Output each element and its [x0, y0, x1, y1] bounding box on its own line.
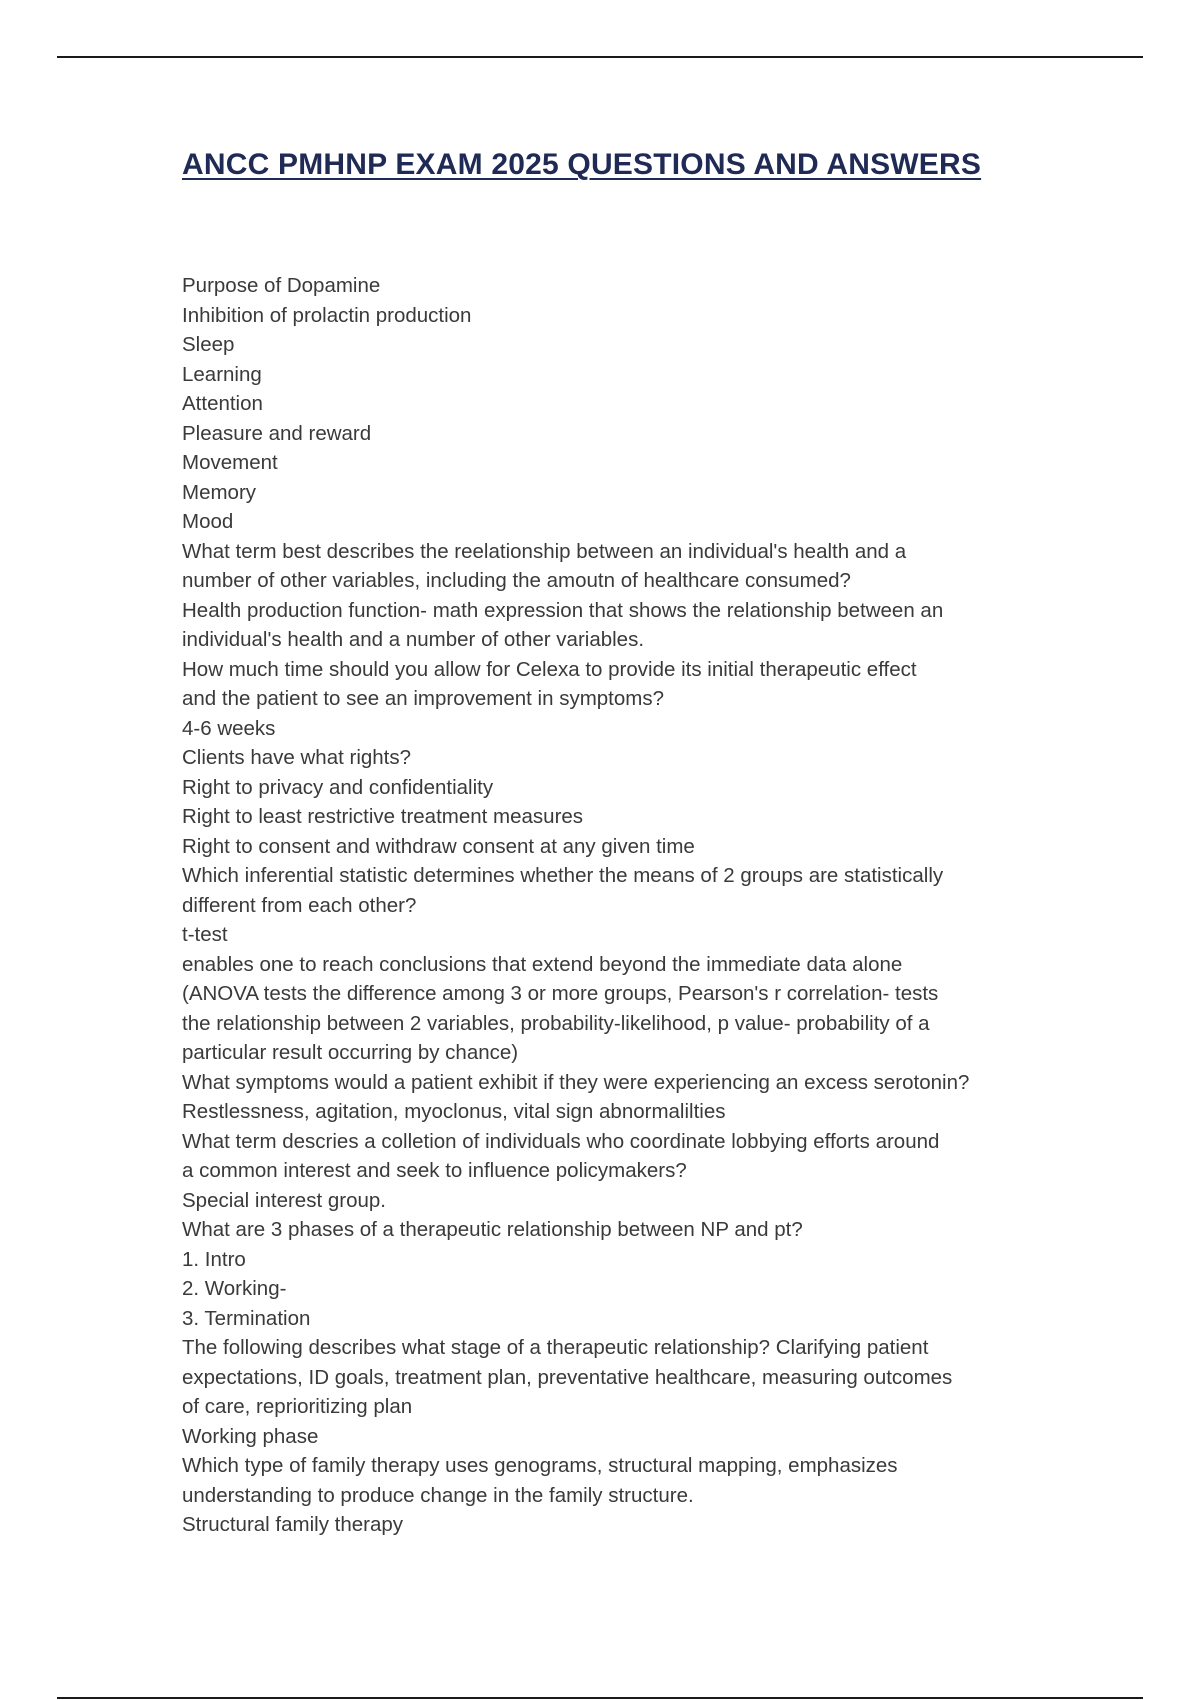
document-line: particular result occurring by chance)	[182, 1041, 519, 1064]
document-line: Restlessness, agitation, myoclonus, vital sign abnormalilties	[182, 1100, 726, 1123]
document-line: the relationship between 2 variables, probability-likelihood, p value- probability of a	[182, 1011, 930, 1035]
document-line: enables one to reach conclusions that extend beyond the immediate data alone	[182, 952, 903, 976]
document-line: How much time should you allow for Celexa to provide its initial therapeutic effect	[182, 657, 917, 681]
document-line: What term descries a colletion of individuals who coordinate lobbying efforts around	[182, 1129, 940, 1153]
document-line: number of other variables, including the amoutn of healthcare consumed?	[182, 569, 851, 592]
document-line: of care, reprioritizing plan	[182, 1395, 413, 1418]
document-line: (ANOVA tests the difference among 3 or more groups, Pearson's r correlation- tests	[182, 982, 939, 1005]
document-line: Memory	[182, 480, 257, 504]
document-line: Mood	[182, 510, 234, 533]
document-line: Structural family therapy	[182, 1513, 404, 1536]
document-line: Health production function- math expression that shows the relationship between an	[182, 598, 944, 622]
document-line: 1. Intro	[182, 1247, 246, 1271]
document-line: understanding to produce change in the family structure.	[182, 1483, 694, 1507]
document-line: What term best describes the reelationship between an individual's health and a	[182, 539, 907, 563]
document-line: The following describes what stage of a therapeutic relationship? Clarifying patient	[182, 1336, 929, 1359]
document-line: Which type of family therapy uses genograms, structural mapping, emphasizes	[182, 1454, 898, 1477]
bottom-rule	[57, 1697, 1143, 1699]
document-line: What symptoms would a patient exhibit if they were experiencing an excess serotonin?	[182, 1070, 970, 1094]
document-line: expectations, ID goals, treatment plan, preventative healthcare, measuring outcomes	[182, 1365, 953, 1389]
document-line: 3. Termination	[182, 1306, 311, 1330]
document-line: Sleep	[182, 333, 235, 356]
document-line: Right to privacy and confidentiality	[182, 775, 494, 799]
document-title: ANCC PMHNP EXAM 2025 QUESTIONS AND ANSWERS	[182, 148, 982, 181]
document-line: Purpose of Dopamine	[182, 274, 381, 297]
document-line: Pleasure and reward	[182, 421, 372, 445]
top-rule	[57, 56, 1143, 58]
document-line: different from each other?	[182, 893, 417, 917]
document-line: a common interest and seek to influence policymakers?	[182, 1159, 687, 1182]
document-body	[182, 271, 1062, 1540]
document-line: Special interest group.	[182, 1188, 386, 1212]
document-line: What are 3 phases of a therapeutic relationship between NP and pt?	[182, 1218, 803, 1241]
document-line: Right to consent and withdraw consent at any given time	[182, 834, 695, 858]
document-line: Clients have what rights?	[182, 746, 412, 769]
document-line: 4-6 weeks	[182, 716, 276, 740]
document-line: and the patient to see an improvement in symptoms?	[182, 687, 665, 710]
document-line: Working phase	[182, 1424, 319, 1448]
document-line: Inhibition of prolactin production	[182, 303, 472, 327]
document-line: t-test	[182, 923, 228, 946]
document-line: Right to least restrictive treatment measures	[182, 805, 584, 828]
document-line: Movement	[182, 451, 278, 474]
document-line: individual's health and a number of other variables.	[182, 628, 645, 651]
document-line: Which inferential statistic determines whether the means of 2 groups are statistically	[182, 864, 944, 887]
document-line: Attention	[182, 392, 263, 415]
document-line: 2. Working-	[182, 1277, 287, 1300]
document-line: Learning	[182, 362, 262, 386]
